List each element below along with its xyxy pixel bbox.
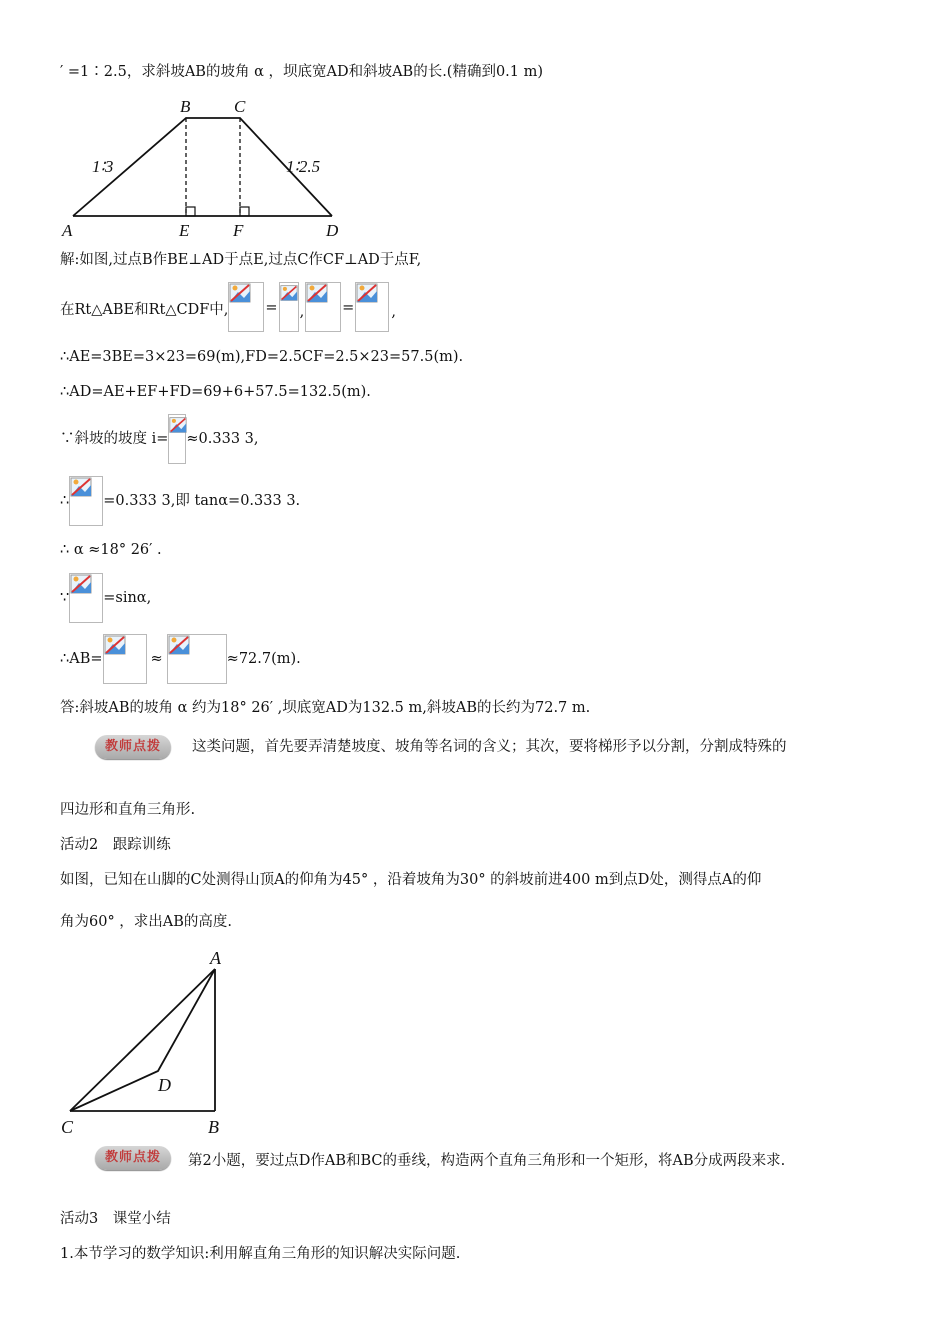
solution-text: ∴ α ≈18° 26′ . (60, 542, 162, 558)
tip-text: 这类问题，首先要弄清楚坡度、坡角等名词的含义；其次，要将梯形予以分割，分割成特殊的 (192, 739, 787, 755)
teacher-tip-continuation (60, 800, 195, 820)
label-D: D (326, 221, 339, 240)
teacher-tip-text (192, 737, 787, 757)
tip-text: 四边形和直角三角形. (60, 802, 196, 818)
formula-image-icon (305, 282, 341, 332)
activity-heading (60, 835, 171, 855)
label-B: B (208, 1117, 219, 1137)
because-symbol: ∵ (60, 590, 70, 606)
problem-line (60, 870, 761, 890)
slope-left-label: 1∶3 (92, 157, 114, 176)
problem-continuation (60, 62, 543, 82)
activity-heading (60, 1209, 171, 1229)
slope-right-label: 1∶2.5 (286, 157, 321, 176)
ab-line (60, 634, 301, 684)
heading-text: 活动2 跟踪训练 (60, 837, 171, 853)
comma: , (299, 304, 305, 320)
gradient-suffix: ≈0.333 3, (186, 431, 259, 447)
ab-suffix: ≈72.7(m). (226, 651, 301, 667)
answer-text: 答:斜坡AB的坡角 α 约为18° 26′ ,坝底宽AD为132.5 m,斜坡AB的长约为72.7 m. (60, 700, 591, 716)
solution-text: ∴AE=3BE=3×23=69(m),FD=2.5CF=2.5×23=57.5(m). (60, 349, 464, 365)
ratio-prefix: 在Rt△ABE和Rt△CDF中, (60, 302, 229, 318)
approx-sign: ≈ (150, 651, 163, 667)
teacher-tip-text (188, 1151, 785, 1171)
solution-text: ∴AD=AE+EF+FD=69+6+57.5=132.5(m). (60, 384, 371, 400)
mountain-figure (58, 945, 238, 1145)
solution-text: 解:如图,过点B作BE⊥AD于点E,过点C作CF⊥AD于点F, (60, 252, 422, 268)
ab-prefix: ∴AB= (60, 651, 103, 667)
problem-line (60, 912, 232, 932)
ratio-line (60, 282, 396, 332)
solution-line (60, 540, 162, 560)
teacher-tip-badge: 教师点拨 (95, 1146, 171, 1170)
problem-text: 如图，已知在山脚的C处测得山顶A的仰角为45° ，沿着坡角为30° 的斜坡前进400 m到点D处，测得点A的仰 (60, 872, 762, 888)
solution-line (60, 382, 371, 402)
answer-line (60, 698, 590, 718)
solution-line (60, 347, 463, 367)
tan-suffix: =0.333 3,即 tanα=0.333 3. (103, 493, 301, 509)
label-B: B (180, 97, 191, 116)
summary-text: 1.本节学习的数学知识:利用解直角三角形的知识解决实际问题. (60, 1246, 461, 1262)
formula-image-icon (168, 414, 186, 464)
trapezoid-figure (58, 96, 358, 246)
summary-line (60, 1244, 460, 1264)
label-D: D (158, 1075, 171, 1095)
tan-line (60, 476, 300, 526)
solution-line (60, 250, 421, 270)
therefore-symbol: ∴ (60, 493, 70, 509)
label-A: A (210, 948, 221, 968)
formula-image-icon (167, 634, 227, 684)
tip-text: 第2小题，要过点D作AB和BC的垂线，构造两个直角三角形和一个矩形，将AB分成两段来求. (188, 1153, 786, 1169)
formula-image-icon (279, 282, 299, 332)
gradient-line (60, 414, 259, 464)
gradient-prefix: ∵斜坡的坡度 i= (60, 431, 169, 447)
equals-sign: = (265, 300, 278, 316)
equals-sign: = (342, 300, 355, 316)
heading-text: 活动3 课堂小结 (60, 1211, 171, 1227)
formula-image-icon (355, 282, 389, 332)
formula-image-icon (69, 573, 103, 623)
label-F: F (233, 221, 244, 240)
sin-suffix: =sinα, (103, 590, 152, 606)
formula-image-icon (228, 282, 264, 332)
formula-image-icon (69, 476, 103, 526)
label-C: C (234, 97, 246, 116)
problem-text: ′ =1∶2.5，求斜坡AB的坡角 α ，坝底宽AD和斜坡AB的长.(精确到0.1 m) (60, 64, 544, 80)
sin-line (60, 573, 151, 623)
label-E: E (179, 221, 190, 240)
label-A: A (62, 221, 73, 240)
comma: , (391, 304, 396, 320)
label-C: C (61, 1117, 74, 1137)
problem-text: 角为60° ，求出AB的高度. (60, 914, 233, 930)
formula-image-icon (103, 634, 147, 684)
teacher-tip-badge: 教师点拨 (95, 735, 171, 759)
